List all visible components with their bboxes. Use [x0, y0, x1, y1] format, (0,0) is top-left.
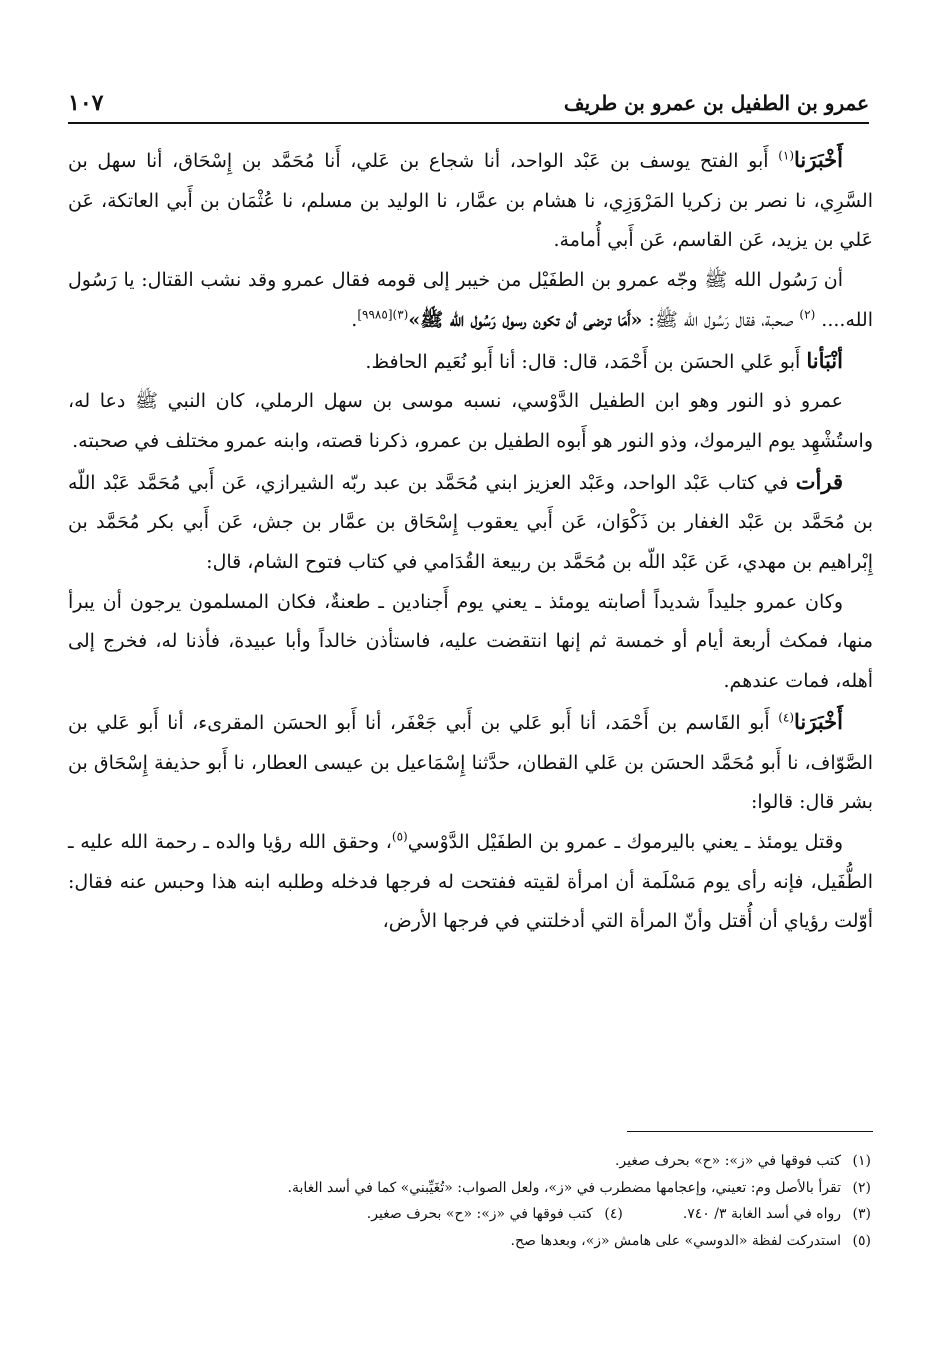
- paragraph-4: [68, 382, 873, 461]
- footnote-text: كتب فوقها في «ز»: «ح» بحرف صغير.: [366, 1206, 593, 1222]
- footnote-number: (٢): [852, 1179, 871, 1196]
- paragraph-3: [68, 341, 873, 383]
- paragraph-text: أن رَسُول الله ﷺ وجّه عمرو بن الطفَيْل من خيبر إلى قومه فقال عمرو وقد نشب القتال: يا رَسُول الله....: [68, 269, 873, 331]
- footnote-ref[interactable]: (٥): [391, 829, 408, 844]
- paragraph-text: عمرو ذو النور وهو ابن الطفيل الدَّوْسي، نسبه موسى بن سهل الرملي، كان النبي ﷺ دعا له، واستُشْهِد يوم اليرموك، وذو النور هو أَبوه الطفيل بن عمرو، ذكرنا قصته، وابنه عمرو مختلف في صحبته.: [68, 390, 873, 452]
- isnad-lead-word: أَخْبَرَنا: [794, 147, 843, 172]
- hadith-quote: «أَمَا ترضى أن تكون رسول رَسُول الله ﷺ»: [408, 308, 643, 331]
- isnad-lead-word: قرأت: [795, 468, 843, 494]
- page-header: [68, 86, 869, 124]
- footnote-number: (٥): [852, 1232, 871, 1249]
- paragraph-end: .: [351, 308, 358, 331]
- isnad-lead-word: أَخْبَرَنا: [794, 708, 843, 734]
- footnote-1: [68, 1148, 871, 1175]
- paragraph-1: [68, 140, 873, 261]
- paragraph-5: [68, 462, 873, 583]
- footnote-text: استدركت لفظة «الدوسي» على هامش «ز»، وبعدها صح.: [510, 1232, 841, 1249]
- paragraph-8: [68, 823, 873, 942]
- footnote-ref[interactable]: (١): [778, 148, 795, 163]
- footnote-row: [68, 1201, 871, 1228]
- paragraph-text: أَبو عَلي الحسَن بن أَحْمَد، قال: قال: أنا أَبو نُعَيم الحافظ.: [365, 350, 807, 373]
- paragraph-7: [68, 702, 873, 823]
- paragraph-text: أَبو الفتح يوسف بن عَبْد الواحد، أنا شجاع بن عَلي، أَنا مُحَمَّد بن إِسْحَاق، أنا سهل بن السَّرِي، نا نصر بن زكريا المَرْوَزِي، نا هشام بن عمَّار، نا الوليد بن مسلم، نا عُثْمَان بن أَبي العاتكة، عَن عَلي بن يزيد، عَن القاسم، عَن أَبي أُمامة.: [68, 150, 873, 252]
- running-title: عمرو بن الطفيل بن عمرو بن طريف: [563, 91, 869, 115]
- footnotes: [68, 1148, 871, 1254]
- footnote-ref[interactable]: (٤): [778, 710, 795, 725]
- footnote-number: (١): [852, 1153, 871, 1169]
- footnote-text: تقرأ بالأصل وم: تعيني، وإعجامها مضطرب في «ز»، ولعل الصواب: «تُغَيِّبني» كما في أسد الغابة.: [287, 1179, 841, 1196]
- footnote-3: [683, 1201, 871, 1228]
- paragraph-text: في كتاب عَبْد الواحد، وعَبْد العزيز ابني مُحَمَّد بن عبد ربّه الشيرازي، عَن أَبي مُحَمَّد عَبْد اللّه بن مُحَمَّد بن عَبْد الغفار بن ذَكْوَان، عَن أَبي يعقوب إِسْحَاق بن عمَّار بن جش، عَن أَبي بكر مُحَمَّد بن إِبْراهيم بن مهدي، عَن عَبْد اللّه بن مُحَمَّد بن ربيعة القُدَامي في كتاب فتوح الشام، قال:: [68, 471, 873, 574]
- footnote-text: كتب فوقها في «ز»: «ح» بحرف صغير.: [614, 1153, 841, 1169]
- footnote-divider: [627, 1131, 873, 1132]
- footnote-ref[interactable]: (٢): [799, 307, 816, 322]
- footnote-5: [68, 1228, 871, 1255]
- isnad-lead-word: أنْبَأنا: [806, 347, 843, 373]
- footnote-number: (٤): [604, 1206, 623, 1222]
- footnote-text: رواه في أسد الغابة ٣/ ٧٤٠.: [682, 1206, 841, 1222]
- footnote-2: [68, 1175, 871, 1202]
- paragraph-6: [68, 583, 873, 702]
- paragraph-2: [68, 261, 873, 340]
- footnote-ref[interactable]: (٣)[٩٩٨٥]: [357, 307, 409, 322]
- paragraph-text: وكان عمرو جليداً شديداً أصابته يومئذ ـ يعني يوم أَجنادين ـ طعنةٌ، فكان المسلمون يرجون أن يبرأ منها، فمكث أربعة أيام أو خمسة ثم إنها انتقضت عليه، فاستأذن خالداً وأبا عبيدة، فأذنا له، فخرج إلى أهله، فمات عندهم.: [68, 590, 873, 693]
- paragraph-text: وقتل يومئذ ـ يعني باليرموك ـ عمرو بن الطفَيْل الدَّوْسي: [407, 830, 843, 853]
- paragraph-text-continued: ، وحقق الله رؤيا والده ـ رحمة الله عليه ـ الطُّفَيل، فإنه رأى يوم مَسْلَمة أن امرأة لقيته ففتحت له فرجها فدخله وطلبه ابنه هذا وحبس عنه فقال: أوّلت رؤياي أن أُقتل وأنّ المرأة التي أدخلتني في فرجها الأرض،: [68, 830, 873, 933]
- page-number: ١٠٧: [68, 90, 104, 116]
- footnote-4: [367, 1201, 623, 1228]
- paragraph-text-continued: صحبة، فقال رَسُول الله ﷺ:: [642, 308, 800, 331]
- paragraph-text: أَبو القَاسم بن أَحْمَد، أنا أَبو عَلي بن أَبي جَعْفَر، أنا أَبو الحسَن المقرىء، أنا أَبو عَلي بن الصَّوّاف، نا أَبو مُحَمَّد الحسَن بن عَلي القطان، حدَّثنا إِسْمَاعيل بن عيسى العطار، نا أَبو حذيفة إِسْحَاق بن بشر قال: قالوا:: [68, 711, 873, 814]
- footnote-number: (٣): [852, 1206, 871, 1222]
- main-text: [68, 140, 873, 942]
